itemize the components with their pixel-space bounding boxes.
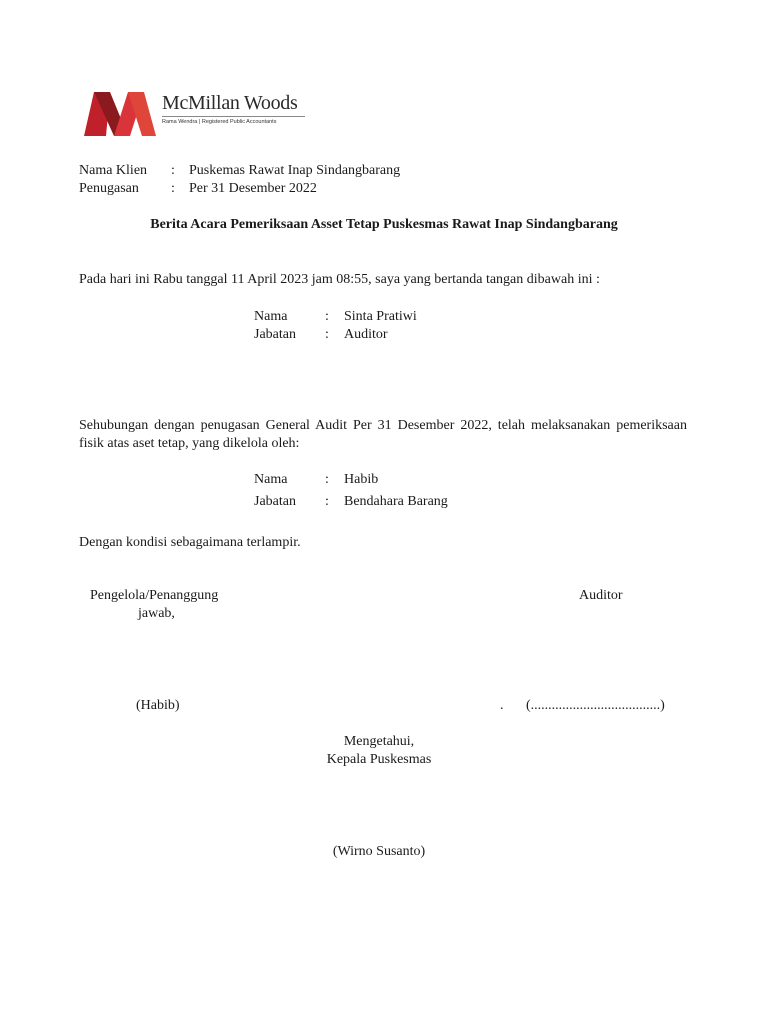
client-value: Puskemas Rawat Inap Sindangbarang bbox=[189, 163, 401, 178]
assignment-colon: : bbox=[171, 181, 175, 196]
manager-name-colon: : bbox=[325, 472, 329, 487]
condition-text: Dengan kondisi sebagaimana terlampir. bbox=[79, 535, 301, 550]
assignment-value: Per 31 Desember 2022 bbox=[189, 181, 317, 196]
brand-divider bbox=[162, 116, 305, 117]
auditor-name-value: Sinta Pratiwi bbox=[344, 309, 417, 324]
assignment-label: Penugasan bbox=[79, 181, 139, 196]
manager-signature-title: Pengelola/Penanggung bbox=[90, 588, 219, 603]
document-title: Berita Acara Pemeriksaan Asset Tetap Puskesmas Rawat Inap Sindangbarang bbox=[150, 217, 618, 232]
manager-position-label: Jabatan bbox=[254, 494, 296, 509]
opening-statement: Pada hari ini Rabu tanggal 11 April 2023 jam 08:55, saya yang bertanda tangan dibawah ini : bbox=[79, 272, 600, 287]
acknowledge-position: Kepala Puskesmas bbox=[326, 752, 432, 767]
brand-tagline: Rama Wendra | Registered Public Accountants bbox=[162, 119, 277, 125]
brand-name: McMillan Woods bbox=[162, 92, 298, 114]
auditor-signature-name: (.....................................) bbox=[526, 698, 665, 713]
manager-name-value: Habib bbox=[344, 472, 379, 487]
auditor-name-colon: : bbox=[325, 309, 329, 324]
client-label: Nama Klien bbox=[79, 163, 148, 178]
auditor-name-label: Nama bbox=[254, 309, 288, 324]
manager-position-value: Bendahara Barang bbox=[344, 494, 448, 509]
manager-name-label: Nama bbox=[254, 472, 288, 487]
head-signature-name: (Wirno Susanto) bbox=[332, 844, 426, 859]
acknowledge-label: Mengetahui, bbox=[343, 734, 415, 749]
auditor-position-label: Jabatan bbox=[254, 327, 296, 342]
auditor-signature-title: Auditor bbox=[579, 588, 623, 603]
signature-dot: . bbox=[500, 698, 504, 713]
body-paragraph: Sehubungan dengan penugasan General Audit Per 31 Desember 2022, telah melaksanakan pemeriksaan fisik atas aset tetap, yang dikelola oleh: bbox=[79, 418, 687, 451]
mcmillan-woods-logo-icon bbox=[84, 90, 158, 136]
auditor-position-value: Auditor bbox=[344, 327, 388, 342]
client-colon: : bbox=[171, 163, 175, 178]
auditor-position-colon: : bbox=[325, 327, 329, 342]
manager-signature-name: (Habib) bbox=[136, 698, 180, 713]
manager-position-colon: : bbox=[325, 494, 329, 509]
manager-signature-title-cont: jawab, bbox=[138, 606, 175, 621]
